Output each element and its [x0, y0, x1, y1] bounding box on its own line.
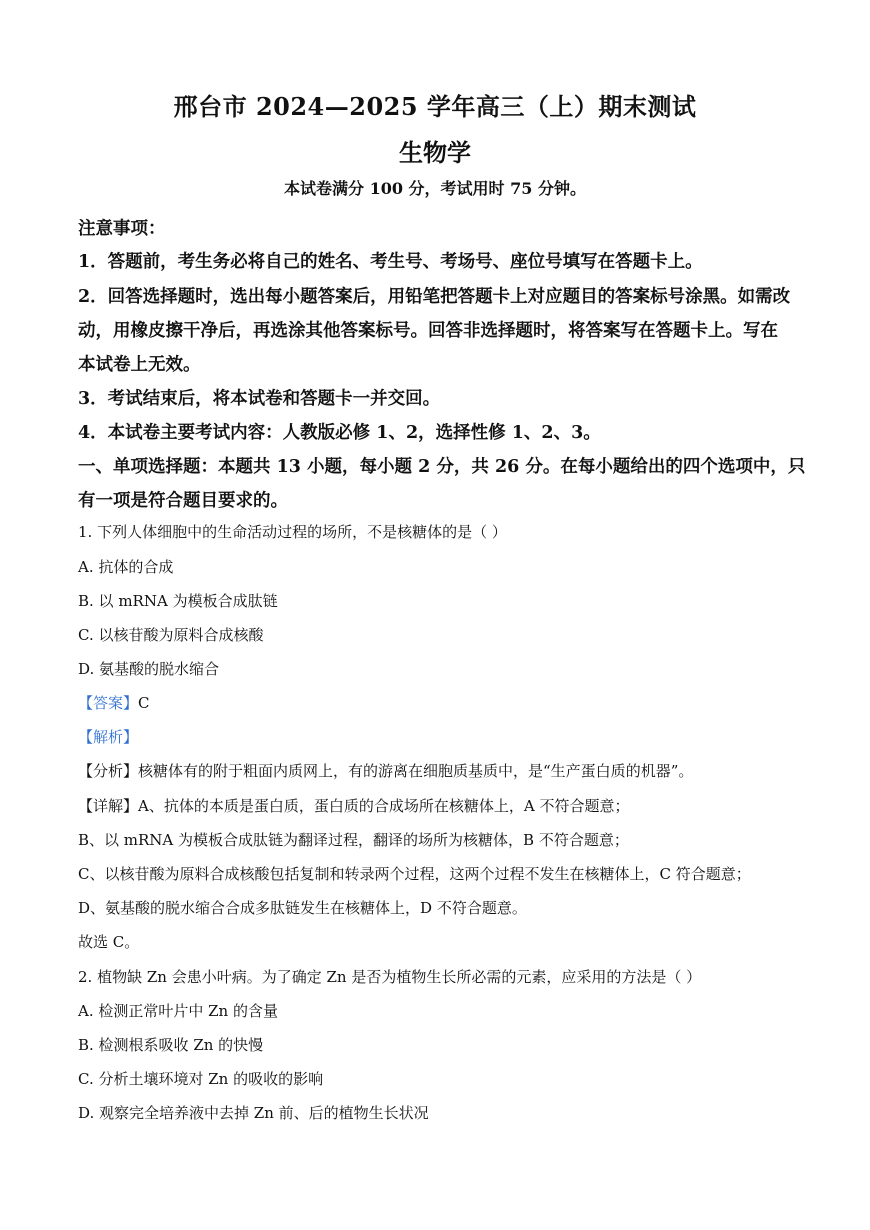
q1-conclusion: 故选 C。 — [78, 933, 140, 951]
notice-item-2: 2．回答选择题时，选出每小题答案后，用铅笔把答题卡上对应题目的答案标号涂黑。如需改 — [78, 287, 791, 307]
subject-title: 生物学 — [399, 138, 471, 167]
q1-fenxi — [78, 760, 798, 781]
q2-option-a: A. 检测正常叶片中 Zn 的含量 — [78, 1002, 278, 1020]
answer-value: C — [138, 694, 150, 712]
notice-item-2-end: 本试卷上无效。 — [78, 355, 201, 375]
q1-answer — [78, 692, 798, 713]
q2-option-c: C. 分析土壤环境对 Zn 的吸收的影响 — [78, 1070, 324, 1088]
q1-detail-b: B、以 mRNA 为模板合成肽链为翻译过程，翻译的场所为核糖体，B 不符合题意； — [78, 831, 629, 849]
q2-stem: 2. 植物缺 Zn 会患小叶病。为了确定 Zn 是否为植物生长所必需的元素，应采用的方法是（ ） — [78, 968, 702, 986]
xiangjie-label: 【详解】 — [78, 797, 139, 815]
q2-option-d: D. 观察完全培养液中去掉 Zn 前、后的植物生长状况 — [78, 1104, 429, 1122]
exam-info: 本试卷满分 100 分，考试用时 75 分钟。 — [284, 179, 586, 198]
q1-xiangjie — [78, 795, 798, 816]
q2-option-b: B. 检测根系吸收 Zn 的快慢 — [78, 1036, 264, 1054]
q1-option-d: D. 氨基酸的脱水缩合 — [78, 660, 220, 678]
exam-title: 邢台市 2024—2025 学年高三（上）期末测试 — [173, 92, 697, 121]
xiangjie-text: A、抗体的本质是蛋白质，蛋白质的合成场所在核糖体上，A 不符合题意； — [138, 797, 630, 815]
answer-label: 【答案】 — [78, 694, 139, 712]
q1-detail-c: C、以核苷酸为原料合成核酸包括复制和转录两个过程，这两个过程不发生在核糖体上，C 符合题意； — [78, 865, 751, 883]
q1-detail-d: D、氨基酸的脱水缩合合成多肽链发生在核糖体上，D 不符合题意。 — [78, 899, 527, 917]
notice-heading: 注意事项： — [78, 219, 166, 239]
q1-option-b: B. 以 mRNA 为模板合成肽链 — [78, 592, 278, 610]
q1-option-a: A. 抗体的合成 — [78, 558, 174, 576]
fenxi-text: 核糖体有的附于粗面内质网上，有的游离在细胞质基质中，是“生产蛋白质的机器”。 — [138, 762, 694, 780]
q1-option-c: C. 以核苷酸为原料合成核酸 — [78, 626, 264, 644]
notice-item-2-cont: 动，用橡皮擦干净后，再选涂其他答案标号。回答非选择题时，将答案写在答题卡上。写在 — [78, 321, 778, 341]
q1-stem: 1. 下列人体细胞中的生命活动过程的场所，不是核糖体的是（ ） — [78, 523, 507, 541]
notice-item-1: 1．答题前，考生务必将自己的姓名、考生号、考场号、座位号填写在答题卡上。 — [78, 252, 703, 272]
notice-item-4: 4．本试卷主要考试内容：人教版必修 1、2，选择性修 1、2、3。 — [78, 423, 601, 443]
section-heading-cont: 有一项是符合题目要求的。 — [78, 491, 288, 511]
notice-item-3: 3．考试结束后，将本试卷和答题卡一并交回。 — [78, 389, 441, 409]
analysis-label: 【解析】 — [78, 728, 139, 746]
section-heading: 一、单项选择题：本题共 13 小题，每小题 2 分，共 26 分。在每小题给出的四个选项中，只 — [78, 457, 806, 477]
fenxi-label: 【分析】 — [78, 762, 139, 780]
